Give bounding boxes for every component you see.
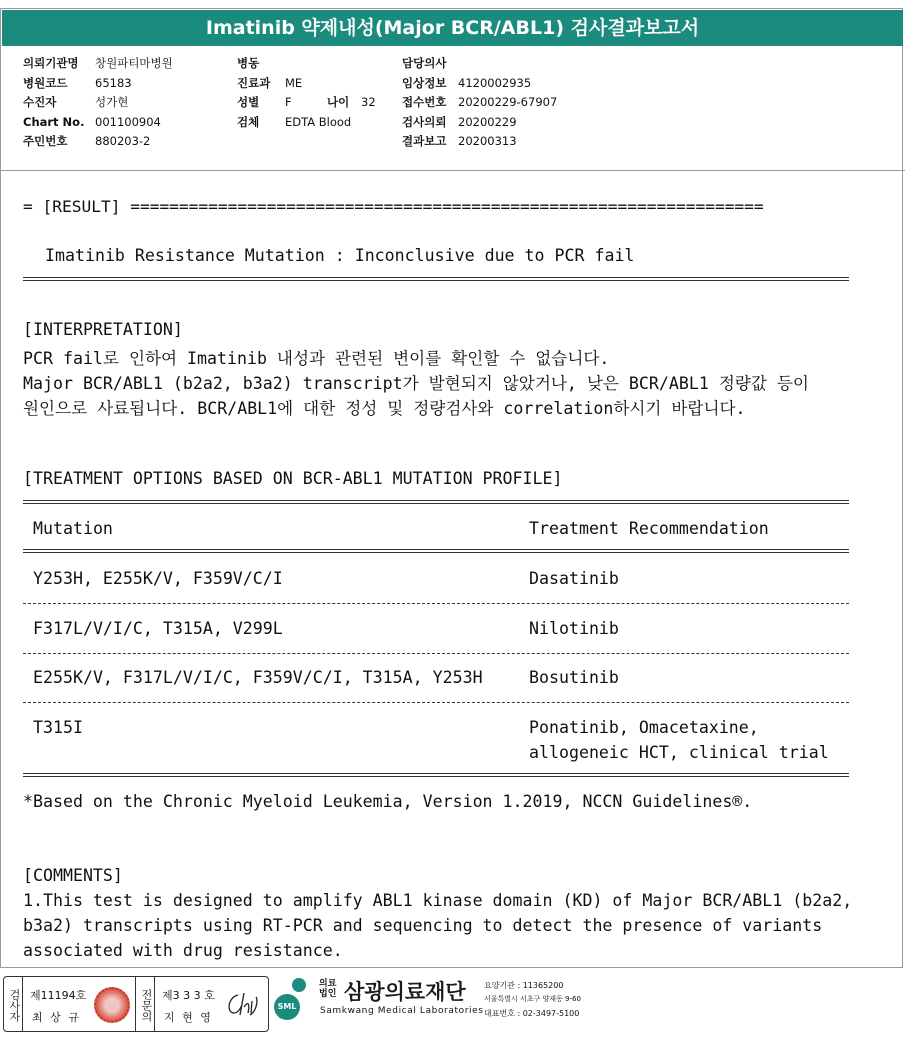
recommendation-row-2: Nilotinib	[529, 619, 619, 638]
tester-name: 최 상 규	[32, 1011, 81, 1024]
specialist-license: 제3 3 3 호	[162, 989, 215, 1002]
label-patient: 수진자	[23, 95, 57, 109]
label-tester: 검사자	[8, 988, 21, 1022]
interpretation-line-2: Major BCR/ABL1 (b2a2, b3a2) transcript가 발현되지 않았거나, 낮은 BCR/ABL1 정량값 등이	[23, 374, 809, 393]
signature-image	[224, 989, 260, 1019]
mutation-row-1: Y253H, E255K/V, F359V/C/I	[33, 569, 283, 588]
label-request-date: 검사의뢰	[402, 114, 447, 129]
corp-name: 삼광의료재단	[344, 980, 466, 1004]
recommendation-row-3: Bosutinib	[529, 668, 619, 687]
logo-circle-icon	[274, 994, 300, 1020]
comments-heading: [COMMENTS]	[23, 866, 123, 885]
label-accession-no: 접수번호	[402, 95, 447, 109]
header-col-2	[237, 54, 376, 132]
logo-dot-icon	[292, 978, 306, 992]
treatment-header-rule	[23, 549, 849, 553]
interpretation-line-1: PCR fail로 인하여 Imatinib 내성과 관련된 변이를 확인할 수 없습니다.	[23, 349, 610, 368]
sml-text: SML	[277, 1002, 297, 1011]
mutation-row-2: F317L/V/I/C, T315A, V299L	[33, 619, 283, 638]
label-clinical-info: 임상정보	[402, 75, 447, 90]
specialist-name: 지 현 영	[164, 1011, 213, 1024]
row-divider	[23, 653, 849, 654]
report-title: Imatinib 약제내성(Major BCR/ABL1) 검사결과보고서	[2, 10, 903, 46]
comments-line-2: b3a2) transcripts using RT-PCR and sequencing to detect the presence of variants	[23, 916, 823, 935]
label-requesting-org: 의뢰기관명	[23, 56, 79, 70]
comments-line-1: 1.This test is designed to amplify ABL1 kinase domain (KD) of Major BCR/ABL1 (b2a2,	[23, 891, 853, 910]
value-department: ME	[285, 75, 303, 90]
label-department: 진료과	[237, 75, 271, 90]
interpretation-heading: [INTERPRETATION]	[23, 320, 183, 339]
header-col-1	[23, 54, 173, 152]
info-institution-code: 요양기관 : 11365200	[484, 981, 564, 990]
result-text: Imatinib Resistance Mutation : Inconclusive due to PCR fail	[45, 246, 635, 265]
info-address: 서울특별시 서초구 양재동 9-60	[484, 995, 581, 1003]
value-specimen: EDTA Blood	[285, 114, 352, 129]
label-age: 나이	[327, 95, 350, 109]
value-chart-no: 001100904	[95, 114, 161, 129]
treatment-heading: [TREATMENT OPTIONS BASED ON BCR-ABL1 MUTATION PROFILE]	[23, 469, 563, 488]
seal-stamp	[94, 987, 130, 1023]
label-sex: 성별	[237, 95, 260, 109]
label-hospital-code: 병원코드	[23, 75, 68, 90]
row-divider	[23, 603, 849, 604]
footer	[0, 972, 905, 1040]
interpretation-line-3: 원인으로 사료됩니다. BCR/ABL1에 대한 정성 및 정량검사와 correlation하시기 바랍니다.	[23, 399, 746, 418]
info-phone: 대표번호 : 02-3497-5100	[484, 1009, 580, 1018]
mutation-row-4: T315I	[33, 718, 83, 737]
tester-license: 제11194호	[30, 989, 87, 1002]
comments-line-3: associated with drug resistance.	[23, 941, 343, 960]
recommendation-row-4-line-2: allogeneic HCT, clinical trial	[529, 743, 829, 762]
label-chart-no: Chart No.	[23, 114, 85, 129]
recommendation-row-1: Dasatinib	[529, 569, 619, 588]
treatment-top-rule	[23, 500, 849, 504]
corp-type: 의료 법인	[319, 979, 337, 999]
value-hospital-code: 65183	[95, 75, 132, 90]
value-accession-no: 20200229-67907	[458, 95, 558, 109]
treatment-bottom-rule	[23, 773, 849, 777]
col-header-mutation: Mutation	[33, 519, 113, 538]
sml-logo	[272, 978, 314, 1028]
label-specimen: 검체	[237, 114, 260, 129]
report-frame	[0, 8, 903, 968]
signature-box	[3, 976, 269, 1032]
value-clinical-info: 4120002935	[458, 75, 532, 90]
label-report-date: 결과보고	[402, 134, 447, 148]
treatment-footnote: *Based on the Chronic Myeloid Leukemia, Version 1.2019, NCCN Guidelines®.	[23, 792, 753, 811]
label-specialist: 전문의	[140, 988, 153, 1022]
col-header-recommendation: Treatment Recommendation	[529, 519, 769, 538]
result-heading: = [RESULT] =================================================================	[23, 197, 764, 216]
row-divider	[23, 702, 849, 703]
header-col-3	[402, 54, 557, 152]
label-physician: 담당의사	[402, 56, 447, 70]
value-sex: F	[285, 95, 292, 109]
value-patient: 성가현	[95, 95, 129, 109]
header-separator	[0, 170, 905, 171]
mutation-row-3: E255K/V, F317L/V/I/C, F359V/C/I, T315A, Y253H	[33, 668, 483, 687]
value-resident-no: 880203-2	[95, 134, 151, 148]
value-request-date: 20200229	[458, 114, 517, 129]
recommendation-row-4-line-1: Ponatinib, Omacetaxine,	[529, 718, 759, 737]
result-rule	[23, 277, 849, 281]
value-report-date: 20200313	[458, 134, 517, 148]
value-age: 32	[361, 95, 376, 109]
value-requesting-org: 창원파티마병원	[95, 56, 173, 70]
label-resident-no: 주민번호	[23, 134, 68, 148]
corp-name-en: Samkwang Medical Laboratories	[320, 1006, 484, 1016]
label-ward: 병동	[237, 56, 260, 70]
